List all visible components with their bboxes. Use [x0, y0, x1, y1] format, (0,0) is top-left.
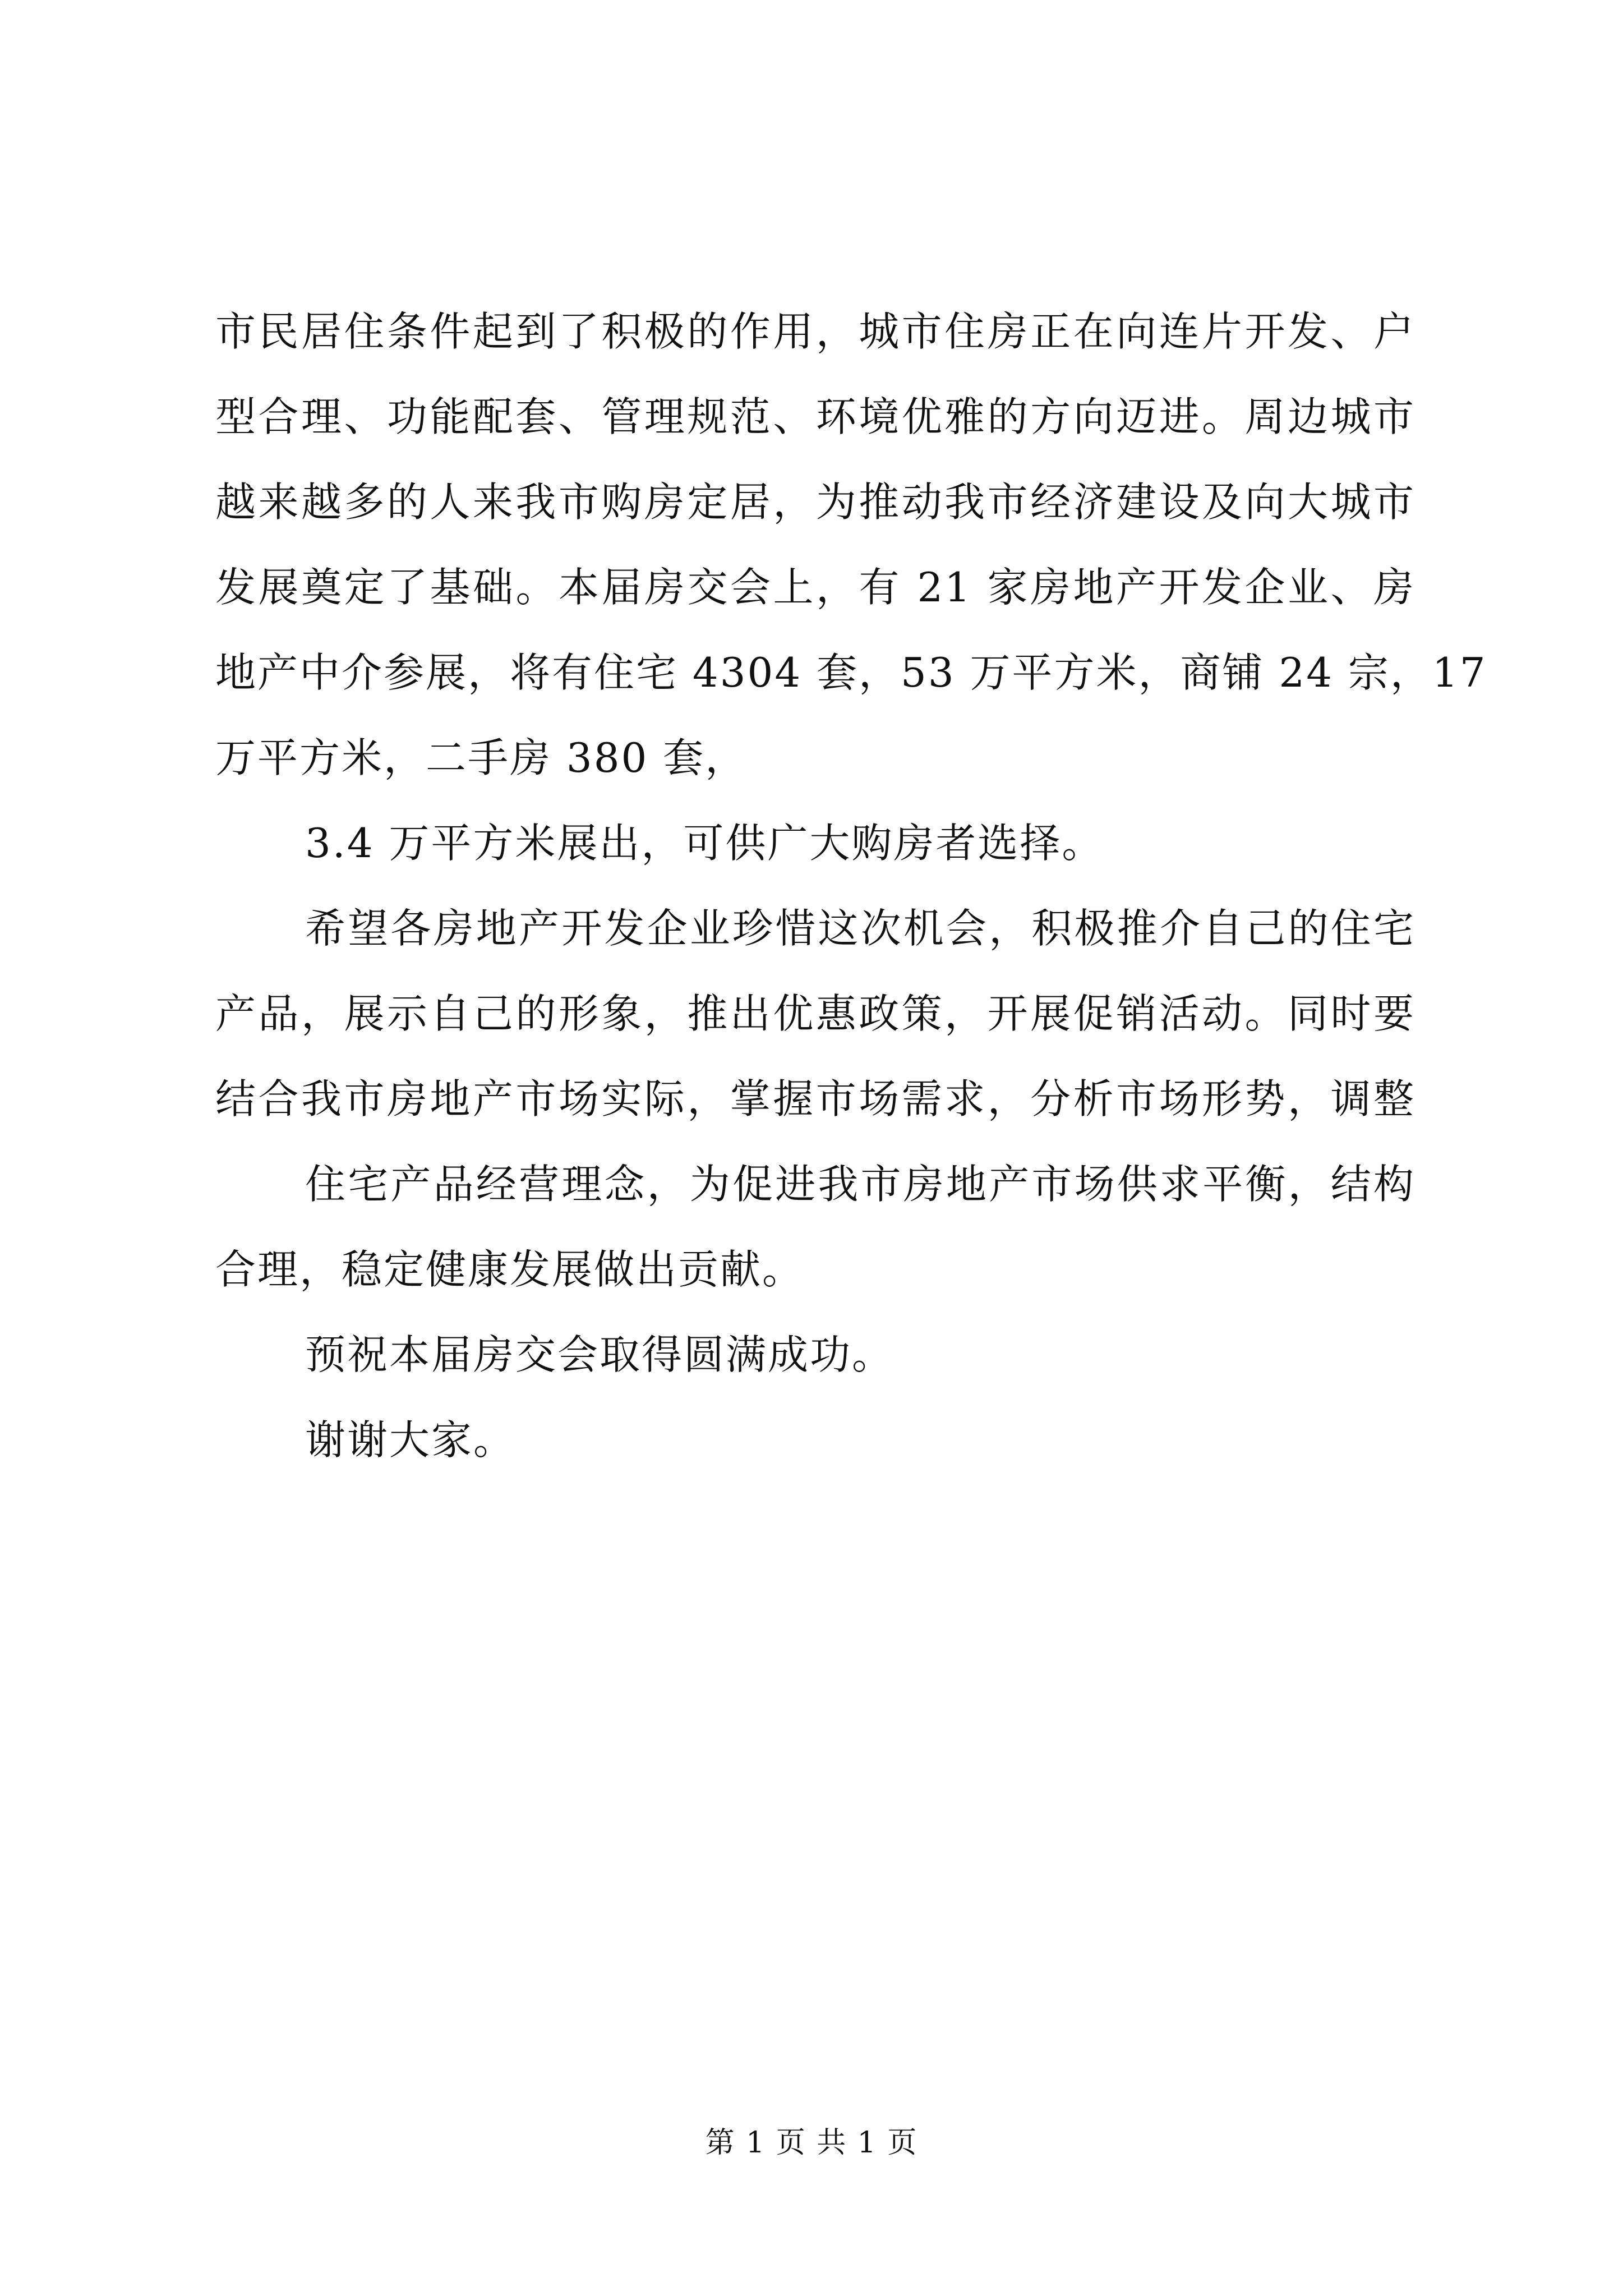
body-line: 希望各房地产开发企业珍惜这次机会，积极推介自己的住宅 [305, 905, 1415, 952]
body-line: 地产中介参展，将有住宅 4304 套，53 万平方米，商铺 24 宗，17 [215, 649, 1487, 696]
document-body [215, 289, 1487, 1483]
body-line: 型合理、功能配套、管理规范、环境优雅的方向迈进。周边城市 [215, 393, 1415, 440]
body-line: 产品，展示自己的形象，推出优惠政策，开展促销活动。同时要 [215, 990, 1415, 1037]
body-line: 住宅产品经营理念，为促进我市房地产市场供求平衡，结构 [305, 1161, 1415, 1208]
body-line: 结合我市房地产市场实际，掌握市场需求，分析市场形势，调整 [215, 1075, 1415, 1122]
body-line: 3.4 万平方米展出，可供广大购房者选择。 [305, 820, 1104, 867]
body-line: 越来越多的人来我市购房定居，为推动我市经济建设及向大城市 [215, 478, 1415, 526]
body-line: 谢谢大家。 [305, 1416, 516, 1464]
body-line: 万平方米，二手房 380 套， [215, 734, 748, 781]
body-line: 发展奠定了基础。本届房交会上，有 21 家房地产开发企业、房 [215, 564, 1415, 611]
body-line: 预祝本届房交会取得圆满成功。 [305, 1331, 895, 1378]
body-line: 合理，稳定健康发展做出贡献。 [215, 1246, 805, 1293]
body-line: 市民居住条件起到了积极的作用，城市住房正在向连片开发、户 [215, 308, 1415, 355]
page-footer: 第 1 页 共 1 页 [705, 2126, 918, 2160]
